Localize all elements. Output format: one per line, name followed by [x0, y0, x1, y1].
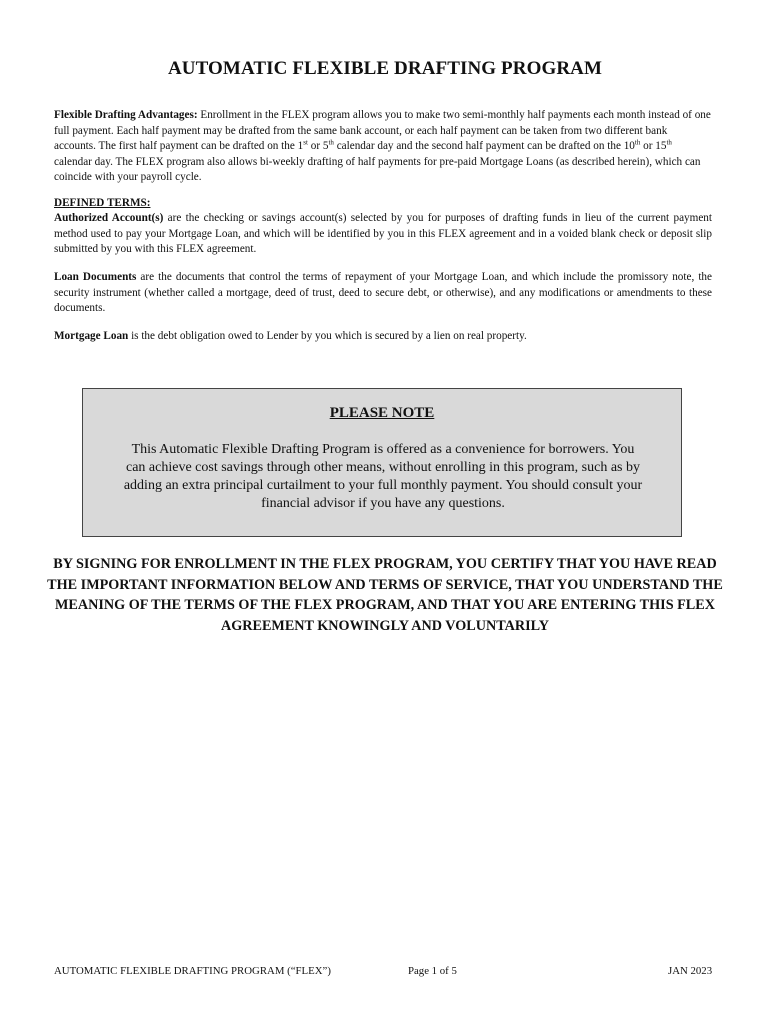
loan-documents-term: Loan Documents [54, 271, 137, 283]
ordinal-suffix-15th: th [666, 138, 672, 147]
advantages-text-1: Enrollment in the FLEX program allows you to make two semi-monthly half payments each month instead of one full payment. Each half payment may be drafted from the same bank account, or each half payment can be taken from two different bank accounts. The first half payment can be drafted on the 1 [54, 109, 711, 153]
mortgage-loan-term: Mortgage Loan [54, 330, 129, 342]
defined-terms-heading: DEFINED TERMS: [54, 197, 151, 209]
certification-statement: BY SIGNING FOR ENROLLMENT IN THE FLEX PROGRAM, YOU CERTIFY THAT YOU HAVE READ THE IMPORTANT INFORMATION BELOW AND TERMS OF SERVICE, THAT YOU UNDERSTAND THE MEANING OF THE TERMS OF THE FLEX PROGRAM, AND THAT YOU ARE ENTERING THIS FLEX AGREEMENT KNOWINGLY AND VOLUNTARILY [47, 556, 723, 634]
advantages-text-4: or 15 [640, 140, 667, 153]
document-title: AUTOMATIC FLEXIBLE DRAFTING PROGRAM [167, 58, 602, 79]
mortgage-loan-definition [54, 329, 712, 345]
advantages-text-3: calendar day and the second half payment can be drafted on the 10 [333, 140, 635, 153]
authorized-account-text: are the checking or savings account(s) selected by you for purposes of drafting funds in lieu of the current payment method used to pay your Mortgage Loan, and which will be identified by you in this FLEX agreement and in a voided blank check or deposit slip submitted by you with this FLEX agreement. [54, 212, 713, 256]
authorized-account-term: Authorized Account(s) [54, 212, 164, 224]
advantages-paragraph [54, 108, 712, 186]
advantages-label: Flexible Drafting Advantages: [54, 109, 198, 121]
advantages-text-2: or 5 [307, 140, 329, 153]
advantages-text-5: calendar day. The FLEX program also allows bi-weekly drafting of half payments for pre-paid Mortgage Loans (as described herein), which can coincide with your payroll cycle. [54, 155, 701, 184]
please-note-body: This Automatic Flexible Drafting Program is offered as a convenience for borrowers. You can achieve cost savings through other means, without enrolling in this program, such as by adding an extra principal curtailment to your full monthly payment. You should consult your financial advisor if you have any questions. [123, 442, 643, 511]
please-note-box [82, 388, 682, 537]
mortgage-loan-text: is the debt obligation owed to Lender by you which is secured by a lien on real property. [128, 330, 527, 342]
ordinal-suffix-10th: th [634, 138, 641, 147]
loan-documents-definition [54, 270, 712, 317]
footer-program-name: AUTOMATIC FLEXIBLE DRAFTING PROGRAM (“FLEX”) [54, 965, 331, 977]
please-note-heading: PLEASE NOTE [329, 405, 435, 421]
ordinal-suffix-5th: th [328, 138, 334, 147]
ordinal-suffix-1st: st [303, 138, 308, 147]
authorized-account-definition [54, 211, 712, 258]
footer-page-number: Page 1 of 5 [408, 965, 457, 977]
loan-documents-text: are the documents that control the terms of repayment of your Mortgage Loan, and which include the promissory note, the security instrument (whether called a mortgage, deed of trust, deed to secure debt, or otherwise), and any modifications or amendments to these documents. [54, 271, 712, 315]
footer-date: JAN 2023 [668, 965, 713, 977]
